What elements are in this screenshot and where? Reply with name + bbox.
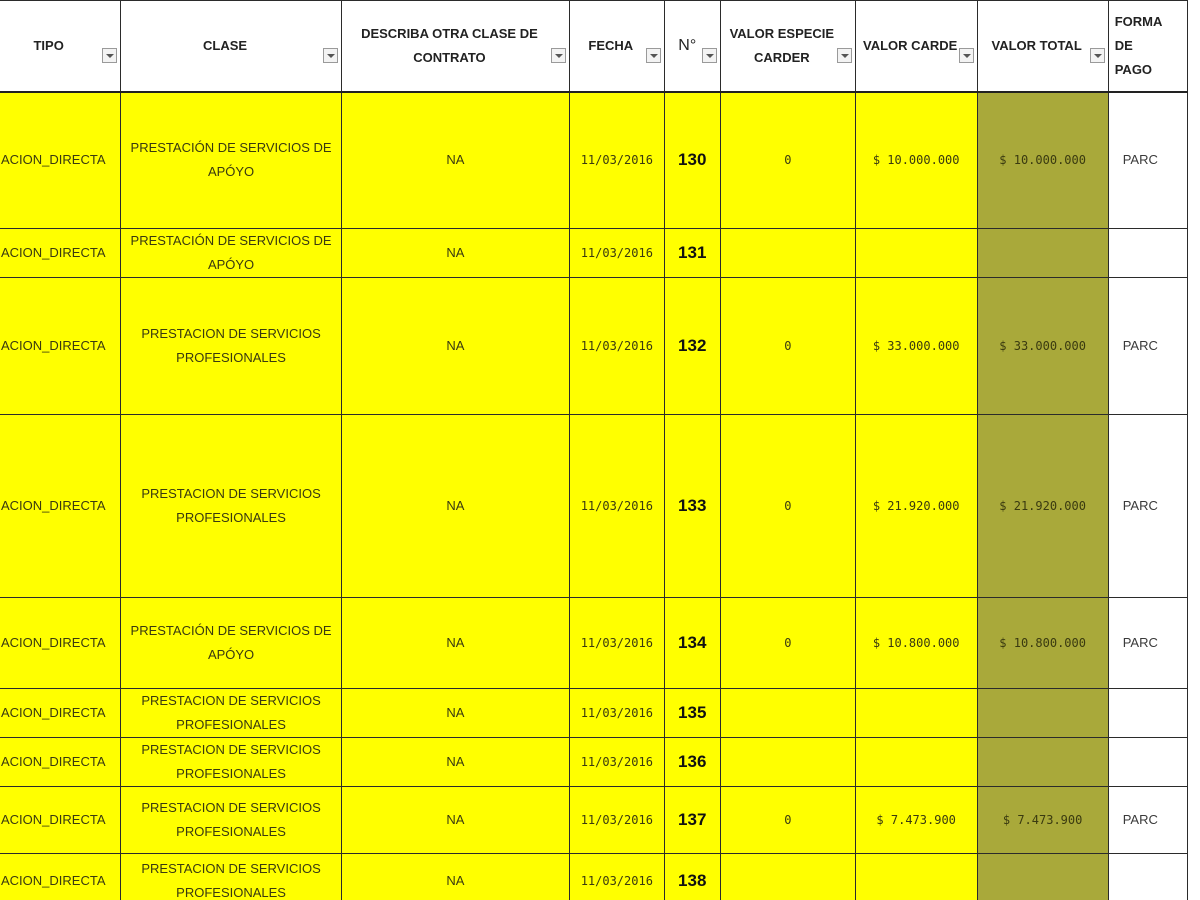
cell-fecha[interactable]: 11/03/2016 — [570, 598, 665, 689]
header-row — [0, 1, 1188, 92]
cell-otra-clase[interactable]: NA — [341, 598, 569, 689]
cell-otra-clase[interactable]: NA — [341, 92, 569, 229]
cell-valor-total[interactable] — [977, 854, 1108, 900]
cell-forma-pago[interactable]: PARC — [1108, 598, 1187, 689]
header-numero-label: N° — [678, 36, 697, 54]
cell-numero[interactable]: 131 — [664, 229, 720, 278]
header-forma-pago — [1108, 1, 1187, 92]
cell-forma-pago[interactable] — [1108, 229, 1187, 278]
cell-forma-pago[interactable] — [1108, 854, 1187, 900]
table-row[interactable] — [0, 738, 1188, 787]
cell-clase[interactable]: PRESTACION DE SERVICIOS PROFESIONALES — [121, 738, 342, 787]
cell-numero[interactable]: 134 — [664, 598, 720, 689]
filter-dropdown-icon[interactable] — [323, 48, 338, 63]
cell-fecha[interactable]: 11/03/2016 — [570, 229, 665, 278]
cell-otra-clase[interactable]: NA — [341, 787, 569, 854]
cell-valor-total[interactable] — [977, 738, 1108, 787]
cell-valor-carder[interactable] — [855, 738, 977, 787]
cell-forma-pago[interactable]: PARC — [1108, 787, 1187, 854]
header-clase-label: CLASE — [203, 37, 248, 53]
cell-valor-especie[interactable] — [720, 229, 855, 278]
cell-numero[interactable]: 138 — [664, 854, 720, 900]
cell-otra-clase[interactable]: NA — [341, 689, 569, 738]
cell-clase[interactable]: PRESTACION DE SERVICIOS PROFESIONALES — [121, 415, 342, 598]
header-tipo — [0, 1, 121, 92]
cell-numero[interactable]: 135 — [664, 689, 720, 738]
table-row[interactable] — [0, 229, 1188, 278]
filter-dropdown-icon[interactable] — [551, 48, 566, 63]
cell-fecha[interactable]: 11/03/2016 — [570, 92, 665, 229]
cell-valor-carder[interactable] — [855, 229, 977, 278]
header-otra-clase — [341, 1, 569, 92]
filter-dropdown-icon[interactable] — [102, 48, 117, 63]
cell-fecha[interactable]: 11/03/2016 — [570, 689, 665, 738]
cell-valor-carder[interactable]: $ 7.473.900 — [855, 787, 977, 854]
cell-valor-carder[interactable] — [855, 689, 977, 738]
cell-tipo[interactable]: ACION_DIRECTA — [0, 689, 121, 738]
cell-numero[interactable]: 130 — [664, 92, 720, 229]
table-row[interactable] — [0, 92, 1188, 229]
cell-forma-pago[interactable] — [1108, 689, 1187, 738]
cell-fecha[interactable]: 11/03/2016 — [570, 415, 665, 598]
cell-valor-especie[interactable] — [720, 738, 855, 787]
cell-valor-carder[interactable]: $ 10.800.000 — [855, 598, 977, 689]
cell-valor-especie[interactable]: 0 — [720, 92, 855, 229]
cell-forma-pago[interactable] — [1108, 738, 1187, 787]
header-total-label: VALOR TOTAL — [991, 37, 1082, 53]
table-row[interactable] — [0, 415, 1188, 598]
cell-numero[interactable]: 136 — [664, 738, 720, 787]
table-row[interactable] — [0, 278, 1188, 415]
cell-clase[interactable]: PRESTACIÓN DE SERVICIOS DE APÓYO — [121, 92, 342, 229]
cell-tipo[interactable]: ACION_DIRECTA — [0, 787, 121, 854]
cell-clase[interactable]: PRESTACION DE SERVICIOS PROFESIONALES — [121, 278, 342, 415]
cell-otra-clase[interactable]: NA — [341, 415, 569, 598]
cell-forma-pago[interactable]: PARC — [1108, 278, 1187, 415]
cell-valor-total[interactable]: $ 33.000.000 — [977, 278, 1108, 415]
cell-clase[interactable]: PRESTACIÓN DE SERVICIOS DE APÓYO — [121, 229, 342, 278]
cell-valor-especie[interactable] — [720, 854, 855, 900]
header-especie-label: VALOR ESPECIE CARDER — [729, 25, 835, 65]
header-forma-label: FORMA DE PAGO — [1114, 13, 1162, 77]
filter-dropdown-icon[interactable] — [837, 48, 852, 63]
cell-tipo[interactable]: ACION_DIRECTA — [0, 738, 121, 787]
cell-numero[interactable]: 132 — [664, 278, 720, 415]
filter-dropdown-icon[interactable] — [702, 48, 717, 63]
header-valor-carder — [855, 1, 977, 92]
table-body — [0, 92, 1188, 900]
cell-valor-total[interactable] — [977, 689, 1108, 738]
cell-valor-carder[interactable] — [855, 854, 977, 900]
table-row[interactable] — [0, 787, 1188, 854]
cell-valor-especie[interactable]: 0 — [720, 415, 855, 598]
cell-otra-clase[interactable]: NA — [341, 738, 569, 787]
cell-numero[interactable]: 133 — [664, 415, 720, 598]
cell-valor-especie[interactable] — [720, 689, 855, 738]
header-valor-total — [977, 1, 1108, 92]
cell-forma-pago[interactable]: PARC — [1108, 415, 1187, 598]
cell-fecha[interactable]: 11/03/2016 — [570, 278, 665, 415]
cell-valor-carder[interactable]: $ 33.000.000 — [855, 278, 977, 415]
cell-numero[interactable]: 137 — [664, 787, 720, 854]
cell-clase[interactable]: PRESTACION DE SERVICIOS PROFESIONALES — [121, 689, 342, 738]
cell-clase[interactable]: PRESTACION DE SERVICIOS PROFESIONALES — [121, 854, 342, 900]
cell-otra-clase[interactable]: NA — [341, 854, 569, 900]
table-row[interactable] — [0, 689, 1188, 738]
cell-clase[interactable]: PRESTACIÓN DE SERVICIOS DE APÓYO — [121, 598, 342, 689]
cell-tipo[interactable]: ACION_DIRECTA — [0, 854, 121, 900]
cell-valor-total[interactable]: $ 10.000.000 — [977, 92, 1108, 229]
cell-valor-carder[interactable]: $ 21.920.000 — [855, 415, 977, 598]
header-tipo-label: TIPO — [33, 37, 64, 53]
table-row[interactable] — [0, 854, 1188, 900]
header-otra-label: DESCRIBA OTRA CLASE DE CONTRATO — [361, 25, 538, 65]
cell-valor-total[interactable] — [977, 229, 1108, 278]
cell-tipo[interactable]: ACION_DIRECTA — [0, 598, 121, 689]
cell-fecha[interactable]: 11/03/2016 — [570, 787, 665, 854]
table-row[interactable] — [0, 598, 1188, 689]
cell-valor-especie[interactable]: 0 — [720, 787, 855, 854]
cell-otra-clase[interactable]: NA — [341, 229, 569, 278]
header-fecha — [570, 1, 665, 92]
cell-valor-total[interactable]: $ 7.473.900 — [977, 787, 1108, 854]
filter-dropdown-icon[interactable] — [959, 48, 974, 63]
cell-valor-total[interactable]: $ 10.800.000 — [977, 598, 1108, 689]
cell-tipo[interactable]: ACION_DIRECTA — [0, 278, 121, 415]
header-valor-especie — [720, 1, 855, 92]
header-numero — [664, 1, 720, 92]
cell-otra-clase[interactable]: NA — [341, 278, 569, 415]
cell-tipo[interactable]: ACION_DIRECTA — [0, 415, 121, 598]
cell-valor-especie[interactable]: 0 — [720, 278, 855, 415]
cell-valor-total[interactable]: $ 21.920.000 — [977, 415, 1108, 598]
cell-forma-pago[interactable]: PARC — [1108, 92, 1187, 229]
cell-valor-especie[interactable]: 0 — [720, 598, 855, 689]
header-fecha-label: FECHA — [588, 37, 634, 53]
cell-tipo[interactable]: ACION_DIRECTA — [0, 229, 121, 278]
cell-clase[interactable]: PRESTACION DE SERVICIOS PROFESIONALES — [121, 787, 342, 854]
cell-fecha[interactable]: 11/03/2016 — [570, 854, 665, 900]
filter-dropdown-icon[interactable] — [1090, 48, 1105, 63]
cell-fecha[interactable]: 11/03/2016 — [570, 738, 665, 787]
cell-valor-carder[interactable]: $ 10.000.000 — [855, 92, 977, 229]
filter-dropdown-icon[interactable] — [646, 48, 661, 63]
header-clase — [121, 1, 342, 92]
header-carder-label: VALOR CARDE — [862, 37, 958, 53]
cell-tipo[interactable]: ACION_DIRECTA — [0, 92, 121, 229]
